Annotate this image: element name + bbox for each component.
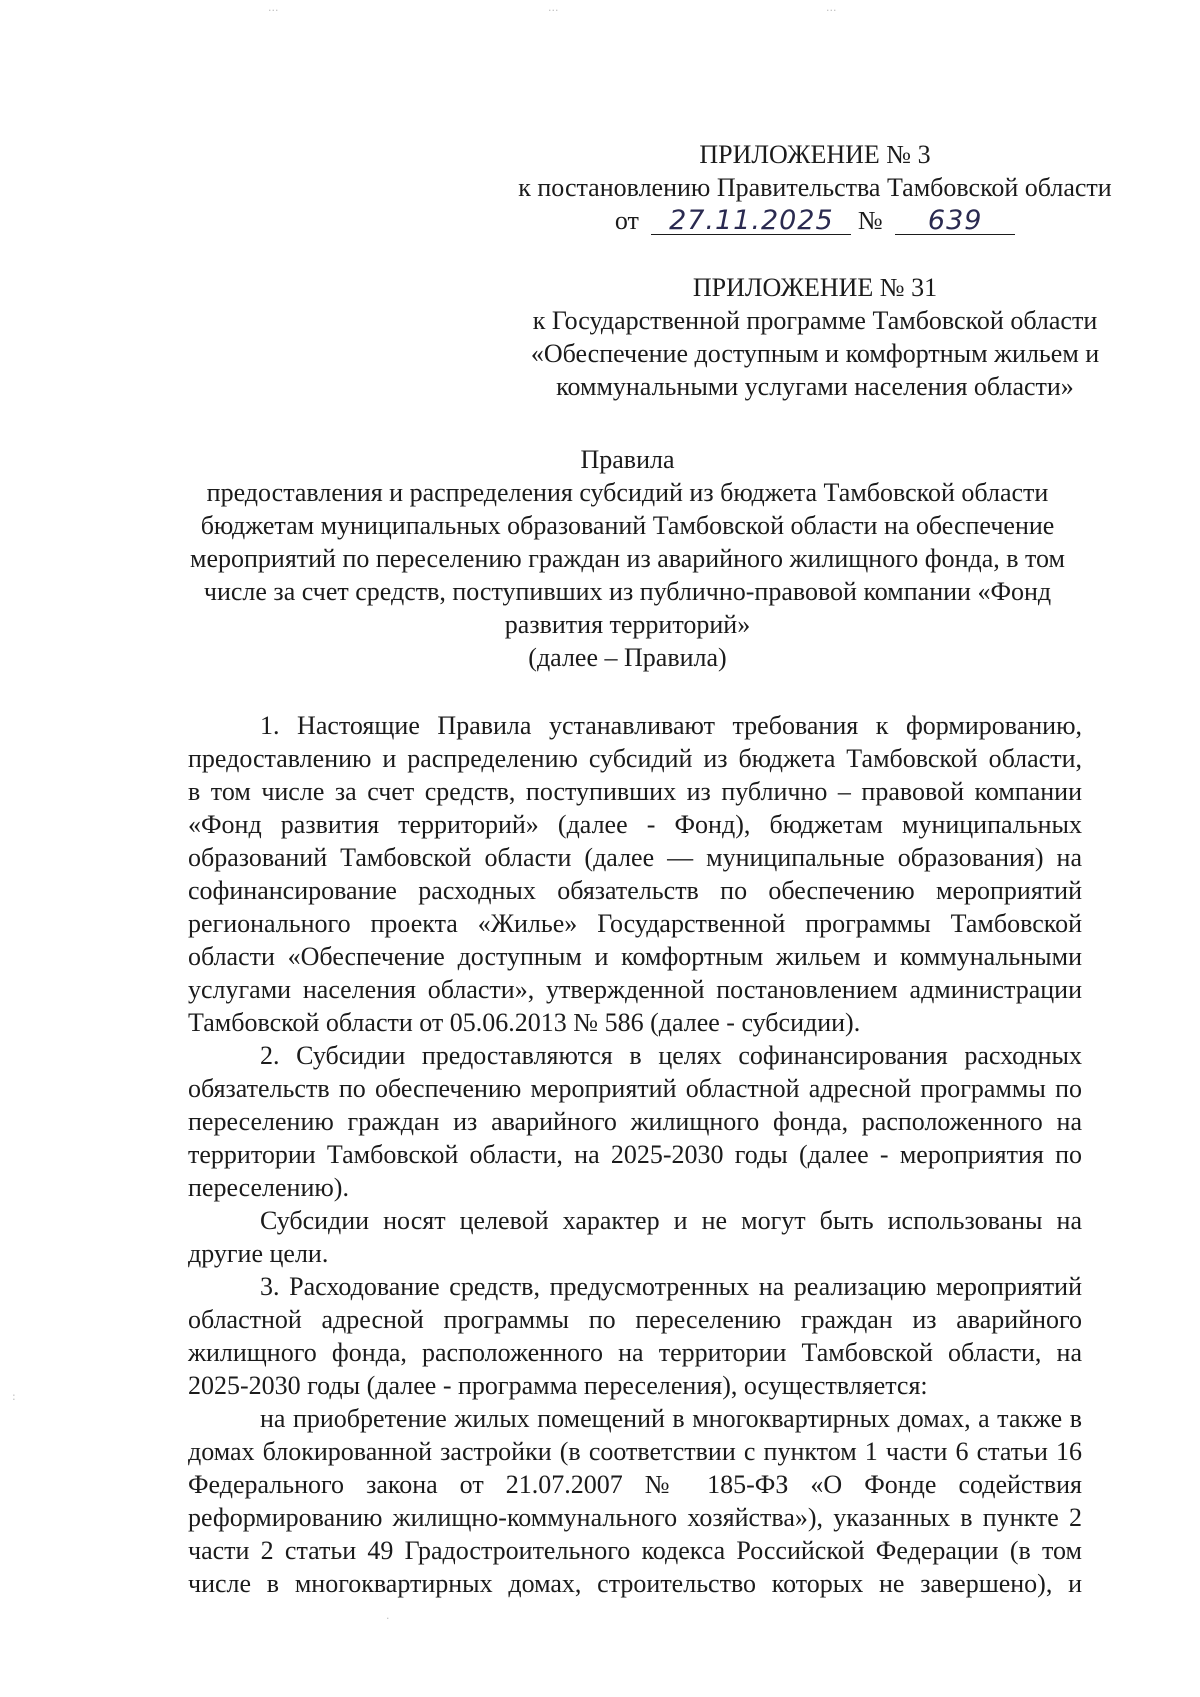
paragraph-line: области «Обеспечение доступным и комфортным жильем и коммунальными [188,942,1082,971]
scan-artifact: ·‧· [548,4,559,17]
paragraph-line: части 2 статьи 49 Градостроительного кодекса Российской Федерации (в том [188,1536,1082,1565]
appendix-3-title: ПРИЛОЖЕНИЕ № 3 [699,140,931,169]
scan-artifact: · [386,1612,390,1625]
appendix-31-title: ПРИЛОЖЕНИЕ № 31 [692,273,938,302]
paragraph-line: «Фонд развития территорий» (далее - Фонд), бюджетам муниципальных [188,810,1082,839]
scan-artifact: ·‧· [268,4,279,17]
paragraph-line: софинансирование расходных обязательств по обеспечению мероприятий [188,876,1082,905]
paragraph-line: другие цели. [188,1239,329,1268]
paragraph-line: 2025-2030 годы (далее - программа переселения), осуществляется: [188,1371,928,1400]
rules-title-line: числе за счет средств, поступивших из публично-правовой компании «Фонд [203,577,1052,606]
appendix-31-line: к Государственной программе Тамбовской области [532,306,1098,335]
document-body [188,709,1082,1600]
paragraph-line: переселению). [188,1173,349,1202]
paragraph-line: Федерального закона от 21.07.2007 № 185-ФЗ «О Фонде содействия [188,1470,1082,1499]
paragraph-line: областной адресной программы по переселению граждан из аварийного [188,1305,1082,1334]
paragraph-line: Субсидии носят целевой характер и не могут быть использованы на [260,1206,1082,1235]
paragraph-3-subitem [188,1402,1082,1600]
scan-artifact: ·‧· [826,4,837,17]
paragraph-line: переселению граждан из аварийного жилищного фонда, расположенного на [188,1107,1082,1136]
paragraph-line: в том числе за счет средств, поступивших из публично – правовой компании [188,777,1082,806]
paragraph-line: обязательств по обеспечению мероприятий областной адресной программы по [188,1074,1082,1103]
paragraph-2 [188,1039,1082,1204]
appendix-3-reference: к постановлению Правительства Тамбовской области [518,173,1112,202]
appendix-3-header [470,138,1160,237]
paragraph-line: 3. Расходование средств, предусмотренных на реализацию мероприятий [260,1272,1082,1301]
appendix-31-header [470,271,1160,403]
paragraph-line: реформированию жилищно-коммунального хозяйства»), указанных в пункте 2 [188,1503,1082,1532]
paragraph-line: территории Тамбовской области, на 2025-2030 годы (далее - мероприятия по [188,1140,1082,1169]
appendix-3-date-line [470,204,1160,237]
paragraph-line: образований Тамбовской области (далее — муниципальные образования) на [188,843,1082,872]
paragraph-line: 2. Субсидии предоставляются в целях софинансирования расходных [260,1041,1082,1070]
paragraph-1 [188,709,1082,1039]
rules-title-line: бюджетам муниципальных образований Тамбовской области на обеспечение [200,511,1055,540]
paragraph-line: Тамбовской области от 05.06.2013 № 586 (далее - субсидии). [188,1008,861,1037]
paragraph-line: услугами населения области», утвержденной постановлением администрации [188,975,1082,1004]
paragraph-line: 1. Настоящие Правила устанавливают требования к формированию, [260,711,1082,740]
rules-title-line: предоставления и распределения субсидий из бюджета Тамбовской области [206,478,1049,507]
paragraph-line: домах блокированной застройки (в соответствии с пунктом 1 части 6 статьи 16 [188,1437,1082,1466]
paragraph-line: регионального проекта «Жилье» Государственной программы Тамбовской [188,909,1082,938]
paragraph-line: предоставлению и распределению субсидий из бюджета Тамбовской области, [188,744,1082,773]
rules-title-line: развития территорий» [504,610,751,639]
appendix-31-line: «Обеспечение доступным и комфортным жильем и [530,339,1100,368]
date-prefix: от [614,206,639,235]
number-prefix: № [857,206,883,235]
paragraph-2-note [188,1204,1082,1270]
rules-heading: Правила [580,445,675,474]
handwritten-number: 639 [895,204,1015,237]
handwritten-date: 27.11.2025 [651,204,851,237]
paragraph-line: числе в многоквартирных домах, строительство которых не завершено), и [188,1569,1082,1598]
rules-title-line: (далее – Правила) [528,643,727,672]
scan-artifact: : [12,1390,16,1403]
paragraph-3 [188,1270,1082,1402]
paragraph-line: на приобретение жилых помещений в многоквартирных домах, а также в [260,1404,1082,1433]
paragraph-line: жилищного фонда, расположенного на территории Тамбовской области, на [188,1338,1082,1367]
rules-title-line: мероприятий по переселению граждан из аварийного жилищного фонда, в том [190,544,1065,573]
rules-title-block [175,443,1080,674]
appendix-31-line: коммунальными услугами населения области» [556,372,1074,401]
